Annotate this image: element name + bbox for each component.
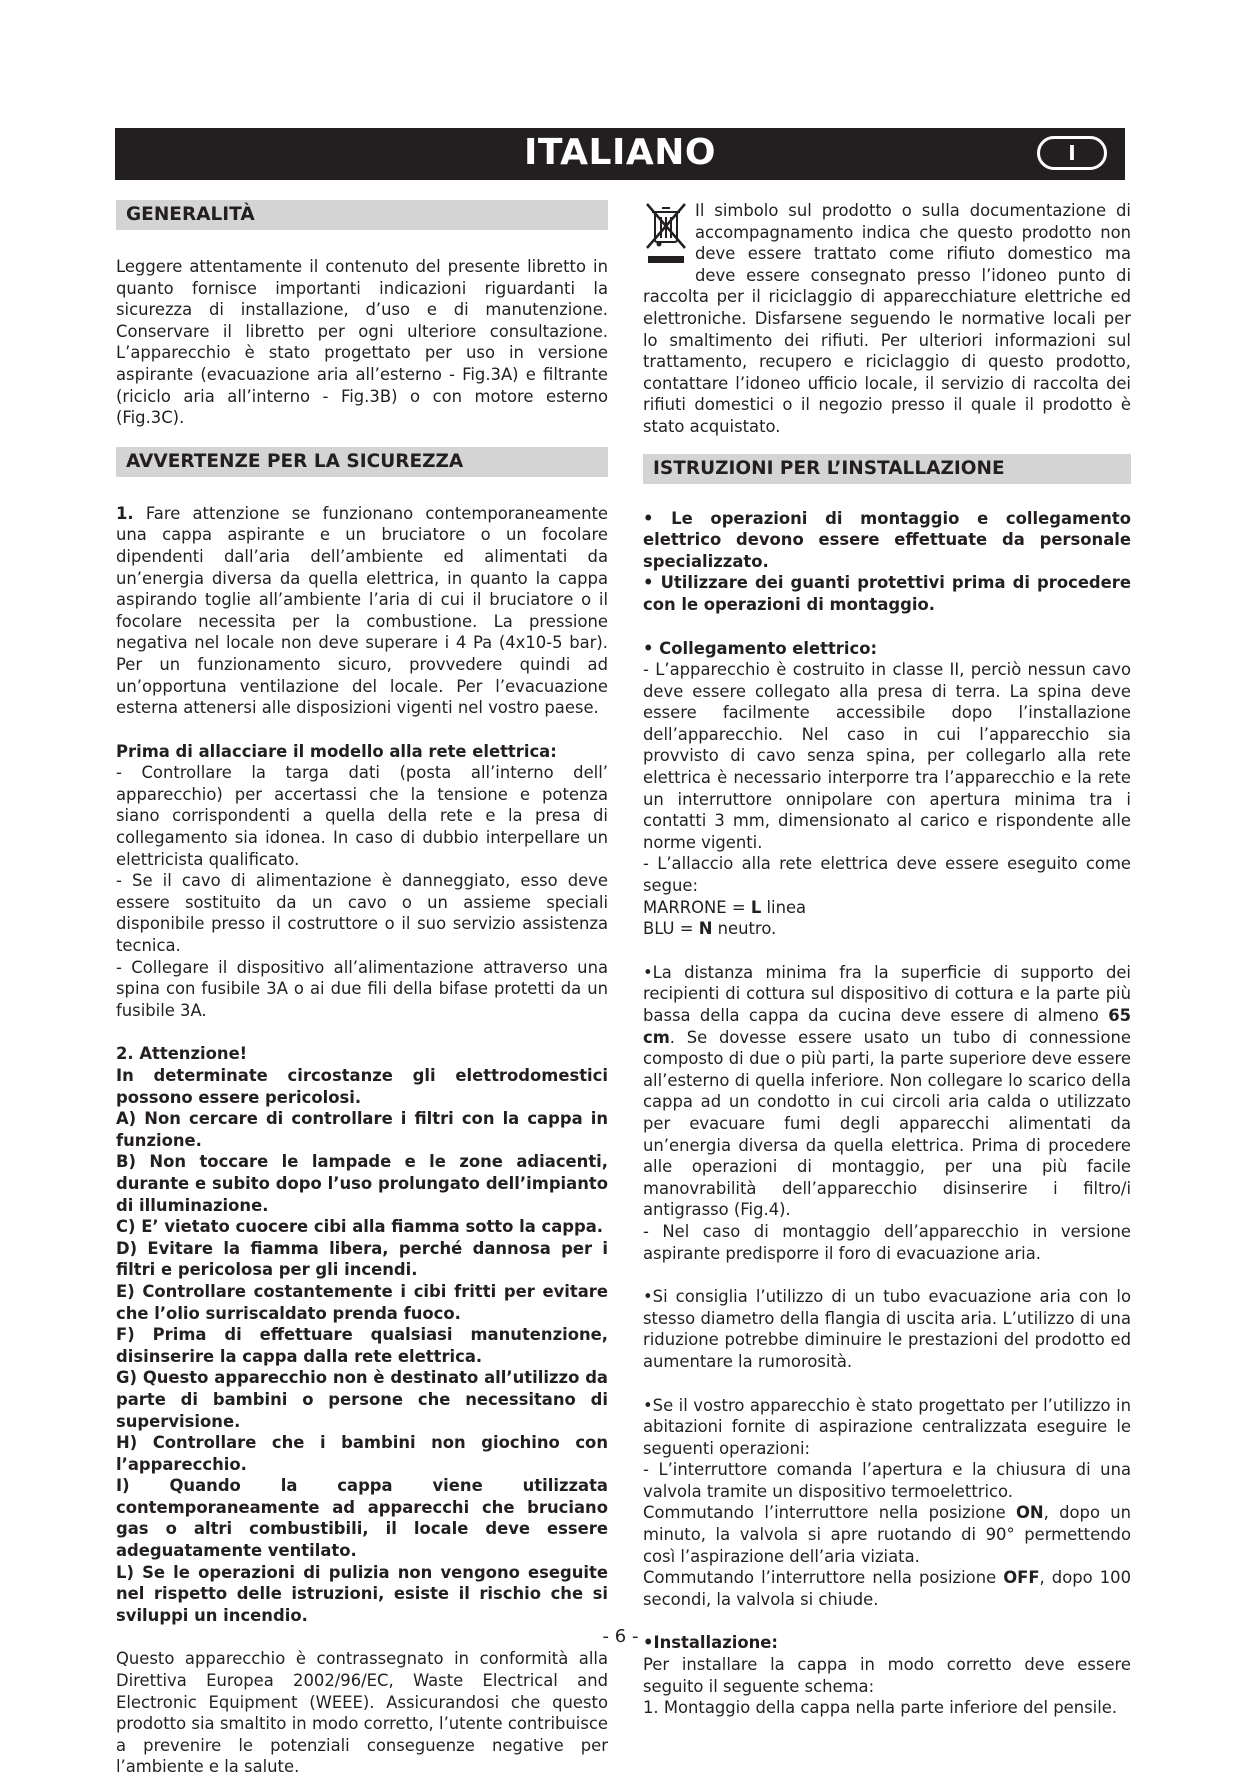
wire-brown-code: L (750, 897, 762, 917)
off-text-end: , dopo 100 secondi, la valvola si chiude. (643, 1568, 1131, 1609)
install-bullet-1: • Le operazioni di montaggio e collegamento elettrico devono essere effettuate da personale specializzato. (643, 508, 1131, 571)
on-value: ON (1016, 1503, 1044, 1523)
attenzione-item: G) Questo apparecchio non è destinato all’utilizzo da parte di bambini o persone che necessitano di supervisione. (116, 1368, 608, 1431)
warning-text: Fare attenzione se funzionano contemporaneamente una cappa aspirante e un bruciatore o un focolare dipendenti dall’aria dell’ambiente ed alimentati da un’energia diversa da quella elettrica, in quanto la cappa aspirando toglie all’ambiente l’aria di cui il bruciatore o il focolare necessita per la combustione. La pressione negativa nel locale non deve superare i 4 Pa (4x10-5 bar). Per un funzionamento sicuro, provvedere quindi ad un’opportuna ventilazione del locale. Per l’evacuazione esterna attenersi alle disposizioni vigenti nel vostro paese. (116, 503, 608, 718)
attenzione-item: D) Evitare la fiamma libera, perché dannosa per i filtri e pericolosa per gli incendi. (116, 1238, 608, 1280)
wire-blue-label: BLU = (643, 919, 699, 939)
collegamento-paragraph-2: - L’allaccio alla rete elettrica deve essere eseguito come segue: (643, 854, 1131, 896)
attenzione-item: H) Controllare che i bambini non giochino con l’apparecchio. (116, 1433, 608, 1474)
wire-blue-desc: neutro. (712, 919, 777, 939)
wire-brown-label: MARRONE = (643, 897, 751, 917)
warning-paragraph-1 (116, 503, 608, 719)
collegamento-heading: • Collegamento elettrico: (643, 638, 878, 658)
off-text: Commutando l’interruttore nella posizione (643, 1568, 1004, 1588)
off-paragraph (643, 1567, 1131, 1610)
on-paragraph (643, 1502, 1131, 1567)
installazione-paragraph: Per installare la cappa in modo corretto deve essere seguito il seguente schema: (643, 1655, 1131, 1696)
wire-blue-code: N (698, 919, 713, 939)
montaggio-paragraph: - Nel caso di montaggio dell’apparecchio in versione aspirante predisporre il foro di evacuazione aria. (643, 1221, 1131, 1263)
collegamento-paragraph-1: - L’apparecchio è costruito in classe II, perciò nessun cavo deve essere collegato alla presa di terra. La spina deve essere facilmente accessibile dopo l’installazione dell’apparecchio. Nel caso in cui l’apparecchio sia provvisto di cavo senza spina, per collegarlo alla rete elettrica è necessario interporre tra l’apparecchio e la rete un interruttore onnipolare con apertura minima tra i contatti 3 mm, dimensionato al carico e rispondente alle norme vigenti. (643, 660, 1131, 852)
banner-title: ITALIANO (524, 132, 716, 173)
attenzione-item: I) Quando la cappa viene utilizzata contemporaneamente ad apparecchi che bruciano gas o altri combustibili, il locale deve essere adeguatamente ventilato. (116, 1476, 608, 1561)
wire-blue (643, 918, 1131, 940)
attenzione-intro: In determinate circostanze gli elettrodomestici possono essere pericolosi. (116, 1066, 608, 1107)
language-banner (115, 128, 1125, 180)
attenzione-item: A) Non cercare di controllare i filtri con la cappa in funzione. (116, 1109, 608, 1150)
wire-brown-desc: linea (761, 897, 807, 917)
crossed-bin-icon (643, 200, 689, 266)
attenzione-item: C) E’ vietato cuocere cibi alla fiamma sotto la cappa. (116, 1217, 604, 1237)
allacciare-item-2: - Se il cavo di alimentazione è danneggiato, esso deve essere sostituito da un cavo o un assieme speciali disponibile presso il costruttore o il suo servizio assistenza tecnica. (116, 871, 608, 956)
installazione-step-1: 1. Montaggio della cappa nella parte inferiore del pensile. (643, 1698, 1118, 1718)
attenzione-item: L) Se le operazioni di pulizia non vengono eseguite nel rispetto delle istruzioni, esiste il rischio che si sviluppi un incendio. (116, 1562, 608, 1625)
distanza-value: 65 cm (643, 1006, 1131, 1047)
right-column (643, 200, 1131, 1719)
distanza-text-end: . Se dovesse essere usato un tubo di connessione composto di due o più parti, la parte superiore deve essere all’esterno di quella inferiore. Non collegare lo scarico della cappa ad un condotto in cui circoli aria calda o utilizzato per evacuare fumi degli apparecchi alimentati da un’energia diversa da quella elettrica. Prima di procedere alle operazioni di montaggio, per una più facile manovrabilità dell’apparecchio disinserire i filtro/i antigrasso (Fig.4). (643, 1027, 1131, 1220)
installazione-heading: •Installazione: (643, 1633, 778, 1653)
generalita-paragraph: Leggere attentamente il contenuto del presente libretto in quanto fornisce importanti indicazioni riguardanti la sicurezza di installazione, d’uso e di manutenzione. Conservare il libretto per ogni ulteriore consultazione. L’apparecchio è stato progettato per uso in versione aspirante (evacuazione aria all’esterno - Fig.3A) e filtrante (riciclo aria all’interno - Fig.3B) o con motore esterno (Fig.3C). (116, 257, 608, 428)
wire-brown (643, 897, 1131, 919)
attenzione-item: B) Non toccare le lampade e le zone adiacenti, durante e subito dopo l’uso prolungato dell’impianto di illuminazione. (116, 1152, 608, 1215)
weee-paragraph: Questo apparecchio è contrassegnato in conformità alla Direttiva Europea 2002/96/EC, Waste Electrical and Electronic Equipment (WEEE). Assicurandosi che questo prodotto sia smaltito in modo corretto, l’utente contribuisce a prevenire le potenziali conseguenze negative per l’ambiente e la salute. (116, 1649, 608, 1777)
simbolo-paragraph: Il simbolo sul prodotto o sulla documentazione di accompagnamento indica che questo prodotto non deve essere trattato come rifiuto domestico ma deve essere consegnato presso l’idoneo punto di raccolta per il riciclaggio di apparecchiature elettriche ed elettroniche. Disfarsene seguendo le normative locali per lo smaltimento dei rifiuti. Per ulteriori informazioni sul trattamento, recupero e riciclaggio di questo prodotto, contattare l’idoneo ufficio locale, il servizio di raccolta dei rifiuti domestici o il negozio presso il quale il prodotto è stato acquistato. (643, 201, 1131, 436)
language-badge: I (1037, 136, 1107, 170)
section-heading-generalita: GENERALITÀ (116, 200, 608, 230)
centralizzata-paragraph: •Se il vostro apparecchio è stato progettato per l’utilizzo in abitazioni fornite di aspirazione centralizzata eseguire le seguenti operazioni: (643, 1395, 1131, 1458)
off-value: OFF (1003, 1568, 1040, 1588)
install-bullet-2: • Utilizzare dei guanti protettivi prima di procedere con le operazioni di montaggio. (643, 573, 1131, 614)
section-heading-installazione: ISTRUZIONI PER L’INSTALLAZIONE (643, 454, 1131, 484)
allacciare-item-3: - Collegare il dispositivo all’alimentazione attraverso una spina con fusibile 3A o ai due fili della bifase protetti da un fusibile 3A. (116, 957, 608, 1020)
allacciare-heading: Prima di allacciare il modello alla rete elettrica: (116, 741, 557, 761)
page-number: - 6 - (602, 1626, 639, 1647)
on-text-end: , dopo un minuto, la valvola si apre ruotando di 90° permettendo così l’aspirazione dell’aria viziata. (643, 1503, 1131, 1566)
allacciare-item-1: - Controllare la targa dati (posta all’interno dell’ apparecchio) per accertassi che la tensione e potenza siano corrispondenti a quella della rete e la presa di collegamento sia idonea. In caso di dubbio interpellare un elettricista qualificato. (116, 763, 608, 869)
interruttore-paragraph: - L’interruttore comanda l’apertura e la chiusura di una valvola tramite un dispositivo termoelettrico. (643, 1460, 1131, 1501)
attenzione-item: E) Controllare costantemente i cibi fritti per evitare che l’olio surriscaldato prenda fuoco. (116, 1281, 608, 1323)
attenzione-item: F) Prima di effettuare qualsiasi manutenzione, disinserire la cappa dalla rete elettrica. (116, 1325, 608, 1366)
left-column (116, 200, 608, 1778)
section-heading-sicurezza: AVVERTENZE PER LA SICUREZZA (116, 447, 608, 477)
warning-number: 1. (116, 503, 134, 523)
on-text: Commutando l’interruttore nella posizione (643, 1503, 1016, 1523)
attenzione-heading: 2. Attenzione! (116, 1044, 248, 1064)
weee-block (643, 200, 1131, 438)
distanza-paragraph (643, 962, 1131, 1221)
distanza-text: •La distanza minima fra la superficie di supporto dei recipienti di cottura sul dispositivo di cottura e la parte più bassa della cappa da cucina deve essere di almeno (643, 962, 1131, 1025)
consiglia-paragraph: •Si consiglia l’utilizzo di un tubo evacuazione aria con lo stesso diametro della flangia di uscita aria. L’utilizzo di una riduzione potrebbe diminuire le prestazioni del prodotto ed aumentare la rumorosità. (643, 1287, 1131, 1371)
